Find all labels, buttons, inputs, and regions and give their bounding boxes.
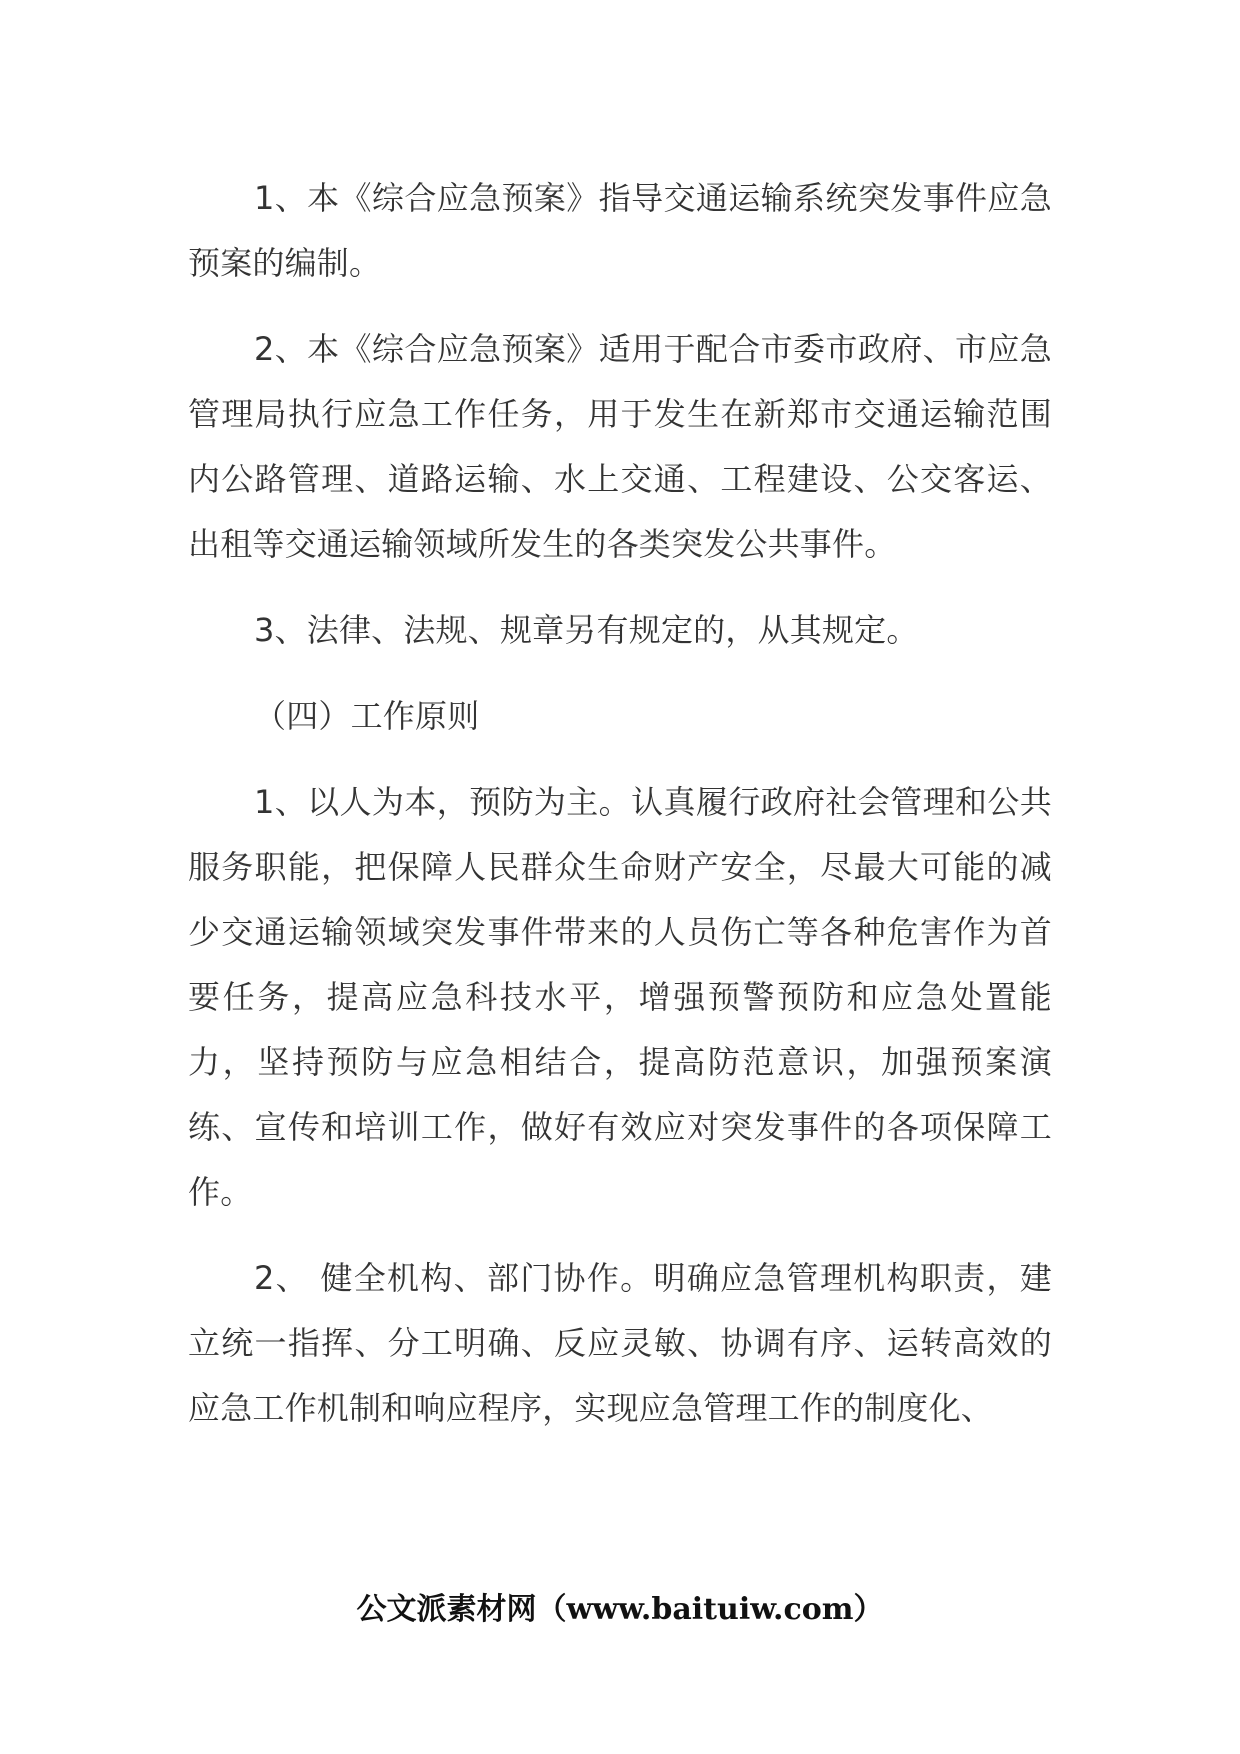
footer-watermark-text: 公文派素材网（www.baituiw.com） xyxy=(356,1592,884,1627)
document-body xyxy=(188,166,1052,1462)
section-heading-principles: （四）工作原则 xyxy=(254,697,480,735)
paragraph-scope-1: 1、本《综合应急预案》指导交通运输系统突发事件应急预案的编制。 xyxy=(188,179,1052,282)
paragraph-principle-2: 2、 健全机构、部门协作。明确应急管理机构职责，建立统一指挥、分工明确、反应灵敏、协调有序、运转高效的应急工作机制和响应程序，实现应急管理工作的制度化、 xyxy=(188,1259,1052,1427)
paragraph-scope-2: 2、本《综合应急预案》适用于配合市委市政府、市应急管理局执行应急工作任务，用于发生在新郑市交通运输范围内公路管理、道路运输、水上交通、工程建设、公交客运、出租等交通运输领域所发生的各类突发公共事件。 xyxy=(188,330,1052,563)
paragraph-scope-3: 3、法律、法规、规章另有规定的，从其规定。 xyxy=(254,611,919,649)
paragraph-principle-1: 1、以人为本，预防为主。认真履行政府社会管理和公共服务职能，把保障人民群众生命财产安全，尽最大可能的减少交通运输领域突发事件带来的人员伤亡等各种危害作为首要任务，提高应急科技水平，增强预警预防和应急处置能力，坚持预防与应急相结合，提高防范意识，加强预案演练、宣传和培训工作，做好有效应对突发事件的各项保障工作。 xyxy=(188,783,1052,1211)
